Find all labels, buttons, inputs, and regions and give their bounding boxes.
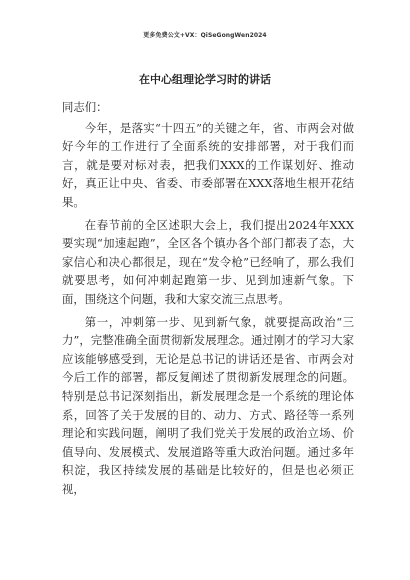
page-title: 在中心组理论学习时的讲话 <box>139 73 271 86</box>
header-note: 更多免费公文+VX：QiSeGongWen2024 <box>143 32 267 39</box>
paragraph: 在春节前的全区述职大会上，我们提出2024年XXX要实现“加速起跑”，全区各个镇办各个部门都表了态，大家信心和决心都很足，现在“发令枪”已经响了，那么我们就要思考，如何冲刺起跑第一步、见到加速新气象。下面，围绕这个问题，我和大家交流三点思考。 <box>62 217 354 306</box>
paragraph: 第一，冲刺第一步、见到新气象，就要提高政治“三力”，完整准确全面贯彻新发展理念。通过刚才的学习大家应该能够感受到，无论是总书记的讲话还是省、市两会对今后工作的部署，都反复阐述了贯彻新发展理念的问题。特别是总书记深刻指出，新发展理念是一个系统的理论体系，回答了关于发展的目的、动力、方式、路径等一系列理论和实践问题，阐明了我们党关于发展的政治立场、价值导向、发展模式、发展道路等重大政治问题。通过多年积淀，我区持续发展的基础是比较好的，但是也必须正视， <box>62 314 354 496</box>
document-body <box>62 98 354 502</box>
paragraph: 今年，是落实“十四五”的关键之年，省、市两会对做好今年的工作进行了全面系统的安排部署，对于我们而言，就是要对标对表，把我们XXX的工作谋划好、推动好，真正让中央、省委、市委部署在XXX落地生根开花结果。 <box>62 120 354 209</box>
salutation: 同志们： <box>62 100 108 114</box>
